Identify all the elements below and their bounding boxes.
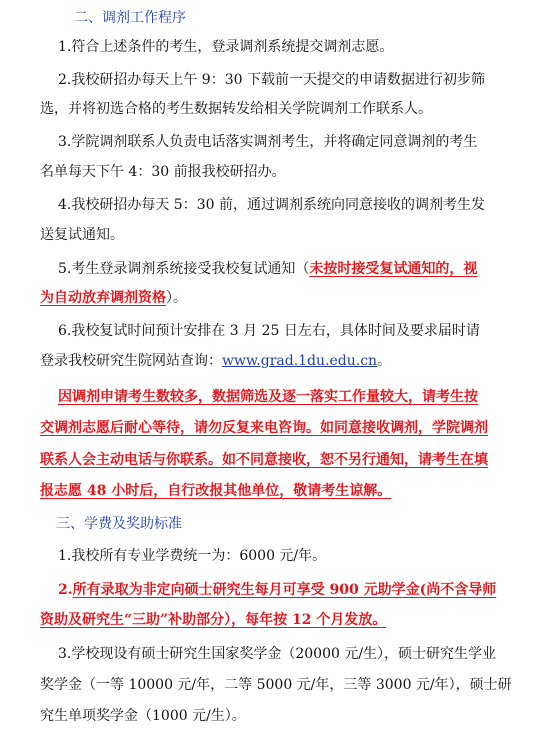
item-6-text: 登录我校研究生院网站查询： — [40, 353, 222, 369]
procedure-item-3-line-2: 名单每天下午 4：30 前报我校研招办。 — [40, 164, 286, 180]
notice-line-1: 因调剂申请考生数较多，数据筛选及逐一落实工作量较大，请考生按 — [58, 389, 478, 405]
procedure-item-3-line-1: 3.学院调剂联系人负责电话落实调剂考生，并将确定同意调剂的考生 — [58, 134, 478, 150]
stipend-notice: 所有录取为非定向硕士研究生每月可享受 900 元助学金(尚不含导师 — [72, 582, 497, 598]
procedure-item-6-line-2 — [40, 351, 391, 371]
stipend-notice-cont: 资助及研究生“三助”补助部分），每年按 12 个月发放。 — [40, 612, 387, 628]
section-heading-fees: 三、学费及奖助标准 — [56, 516, 182, 532]
procedure-item-2-line-1: 2.我校研招办每天上午 9：30 下载前一天提交的申请数据进行初步筛 — [58, 72, 485, 88]
procedure-item-2-line-2: 选，并将初选合格的考生数据转发给相关学院调剂工作联系人。 — [40, 101, 432, 117]
procedure-item-5-line-1 — [58, 259, 477, 279]
procedure-item-6-line-1: 6.我校复试时间预计安排在 3 月 25 日左右，具体时间及要求届时请 — [58, 323, 480, 339]
fees-item-2-line-1 — [58, 580, 496, 600]
item-5-close: ）。 — [166, 290, 187, 306]
notice-line-4: 报志愿 48 小时后，自行改报其他单位，敬请考生谅解。 — [40, 483, 392, 499]
procedure-item-5-line-2 — [40, 288, 187, 308]
fees-item-3-line-2: 奖学金（一等 10000 元/年，二等 5000 元/年，三等 3000 元/年），硕士研 — [40, 677, 512, 693]
notice-line-3: 联系人会主动电话与你联系。如不同意接收，恕不另行通知，请考生在填 — [40, 452, 488, 468]
fees-item-1: 1.我校所有专业学费统一为：6000 元/年。 — [58, 548, 327, 564]
notice-line-2: 交调剂志愿后耐心等待，请勿反复来电咨询。如同意接收调剂，学院调剂 — [40, 420, 488, 436]
item-6-close: 。 — [377, 353, 392, 369]
graduate-website-link[interactable]: www.grad.1du.edu.cn — [222, 353, 378, 369]
procedure-item-4-line-1: 4.我校研招办每天 5：30 前，通过调剂系统向同意接收的调剂考生发 — [58, 197, 485, 213]
section-heading-procedure: 二、调剂工作程序 — [74, 10, 186, 26]
fees-item-2-number: 2. — [58, 582, 73, 598]
procedure-item-1: 1.符合上述条件的考生，登录调剂系统提交调剂志愿。 — [58, 39, 394, 55]
item-5-text: 5.考生登录调剂系统接受我校复试通知（ — [58, 261, 310, 277]
item-5-warning: 未按时接受复试通知的，视 — [309, 261, 478, 277]
item-5-warning-cont: 为自动放弃调剂资格 — [40, 290, 166, 306]
fees-item-2-line-2 — [40, 610, 386, 630]
fees-item-3-line-1: 3.学校现设有硕士研究生国家奖学金（20000 元/生），硕士研究生学业 — [58, 646, 497, 662]
fees-item-3-line-3: 究生单项奖学金（1000 元/生）。 — [40, 708, 246, 724]
procedure-item-4-line-2: 送复试通知。 — [40, 227, 124, 243]
